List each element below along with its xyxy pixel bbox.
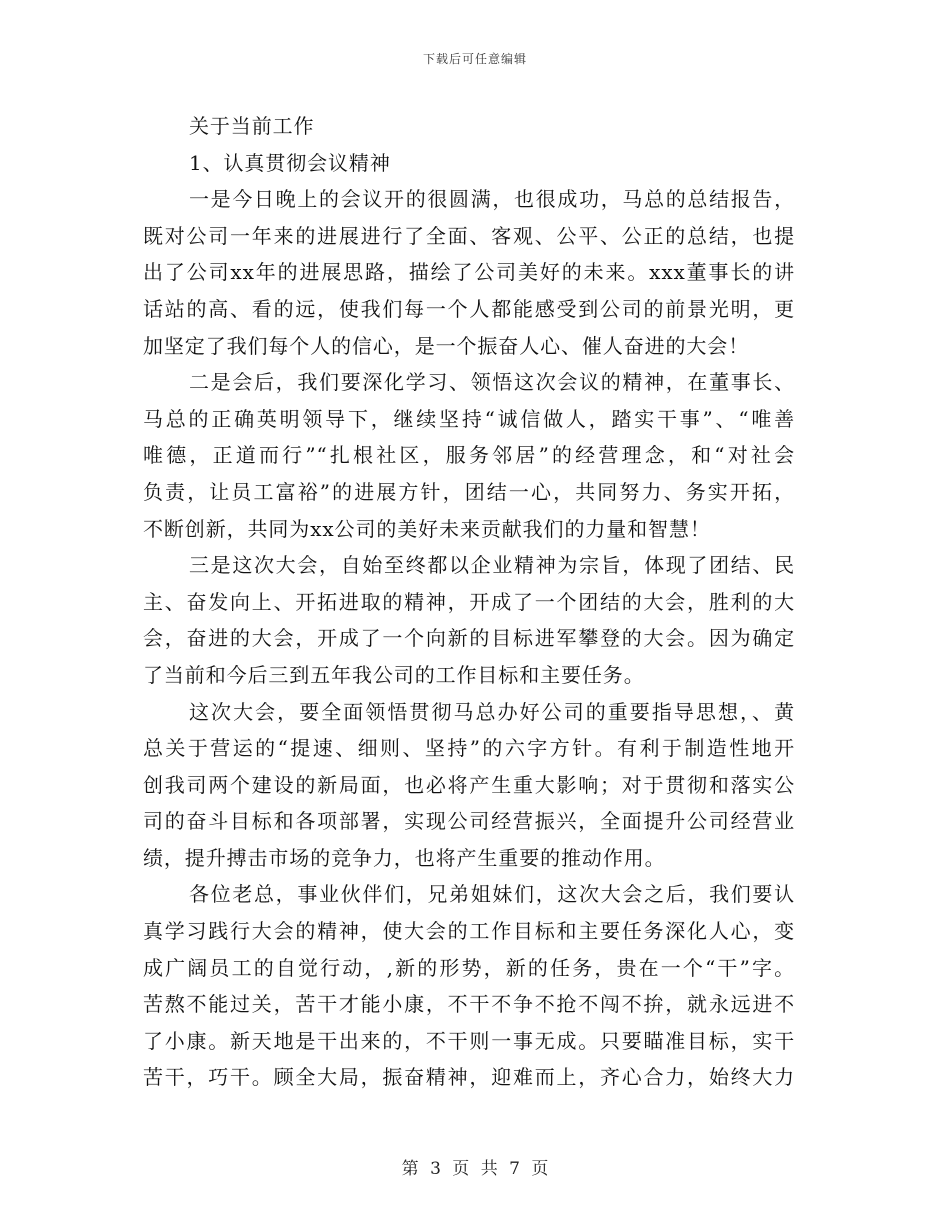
paragraph-line: 创我司两个建设的新局面，也必将产生重大影响；对于贯彻和落实公 <box>143 772 795 797</box>
paragraph-line: 司的奋斗目标和各项部署，实现公司经营振兴，全面提升公司经营业 <box>143 809 795 834</box>
paragraph-line: 三是这次大会，自始至终都以企业精神为宗旨，体现了团结、民 <box>189 553 795 578</box>
paragraph-line: 了小康。新天地是干出来的，不干则一事无成。只要瞄准目标，实干 <box>143 1028 795 1053</box>
paragraph-line: 二是会后，我们要深化学习、领悟这次会议的精神，在董事长、 <box>189 370 795 395</box>
paragraph-line: 会，奋进的大会，开成了一个向新的目标进军攀登的大会。因为确定 <box>143 626 795 651</box>
paragraph-line: 这次大会，要全面领悟贯彻马总办好公司的重要指导思想，、黄 <box>189 699 795 724</box>
paragraph-line: 唯德，正道而行”“扎根社区，服务邻居”的经营理念，和“对社会 <box>143 443 795 468</box>
paragraph-line: 负责，让员工富裕”的进展方针，团结一心，共同努力、务实开拓， <box>143 479 795 504</box>
paragraph-line: 各位老总，事业伙伴们，兄弟姐妹们，这次大会之后，我们要认 <box>189 882 795 907</box>
paragraph-line: 苦干，巧干。顾全大局，振奋精神，迎难而上，齐心合力，始终大力 <box>143 1065 795 1090</box>
paragraph-line: 既对公司一年来的进展进行了全面、客观、公平、公正的总结，也提 <box>143 223 795 248</box>
paragraph-line: 成广阔员工的自觉行动，,新的形势，新的任务，贵在一个“干”字。 <box>143 955 795 980</box>
paragraph-line: 不断创新，共同为xx公司的美好未来贡献我们的力量和智慧！ <box>143 516 711 541</box>
paragraph-line: 绩，提升搏击市场的竞争力，也将产生重要的推动作用。 <box>143 845 666 870</box>
paragraph-line: 马总的正确英明领导下，继续坚持“诚信做人，踏实干事”、“唯善 <box>143 406 795 431</box>
paragraph-line: 主、奋发向上、开拓进取的精神，开成了一个团结的大会，胜利的大 <box>143 589 795 614</box>
paragraph-line: 加坚定了我们每个人的信心，是一个振奋人心、催人奋进的大会！ <box>143 333 750 358</box>
paragraph-line: 苦熬不能过关，苦干才能小康，不干不争不抢不闯不拚，就永远进不 <box>143 992 795 1017</box>
paragraph-line: 话站的高、看的远，使我们每一个人都能感受到公司的前景光明，更 <box>143 296 795 321</box>
paragraph-line: 一是今日晚上的会议开的很圆满，也很成功，马总的总结报告， <box>189 187 795 212</box>
page-number-footer: 第 3 页 共 7 页 <box>401 1159 549 1179</box>
paragraph-line: 了当前和今后三到五年我公司的工作目标和主要任务。 <box>143 662 645 687</box>
page-header: 下载后可任意编辑 <box>422 52 527 66</box>
paragraph-line: 总关于营运的“提速、细则、坚持”的六字方针。有利于制造性地开 <box>143 736 795 761</box>
subsection-heading: 1、认真贯彻会议精神 <box>189 150 391 175</box>
section-heading: 关于当前工作 <box>189 114 315 138</box>
paragraph-line: 出了公司xx年的进展思路，描绘了公司美好的未来。xxx董事长的讲 <box>143 260 795 285</box>
document-body <box>143 108 795 1096</box>
paragraph-line: 真学习践行大会的精神，使大会的工作目标和主要任务深化人心，变 <box>143 919 795 944</box>
